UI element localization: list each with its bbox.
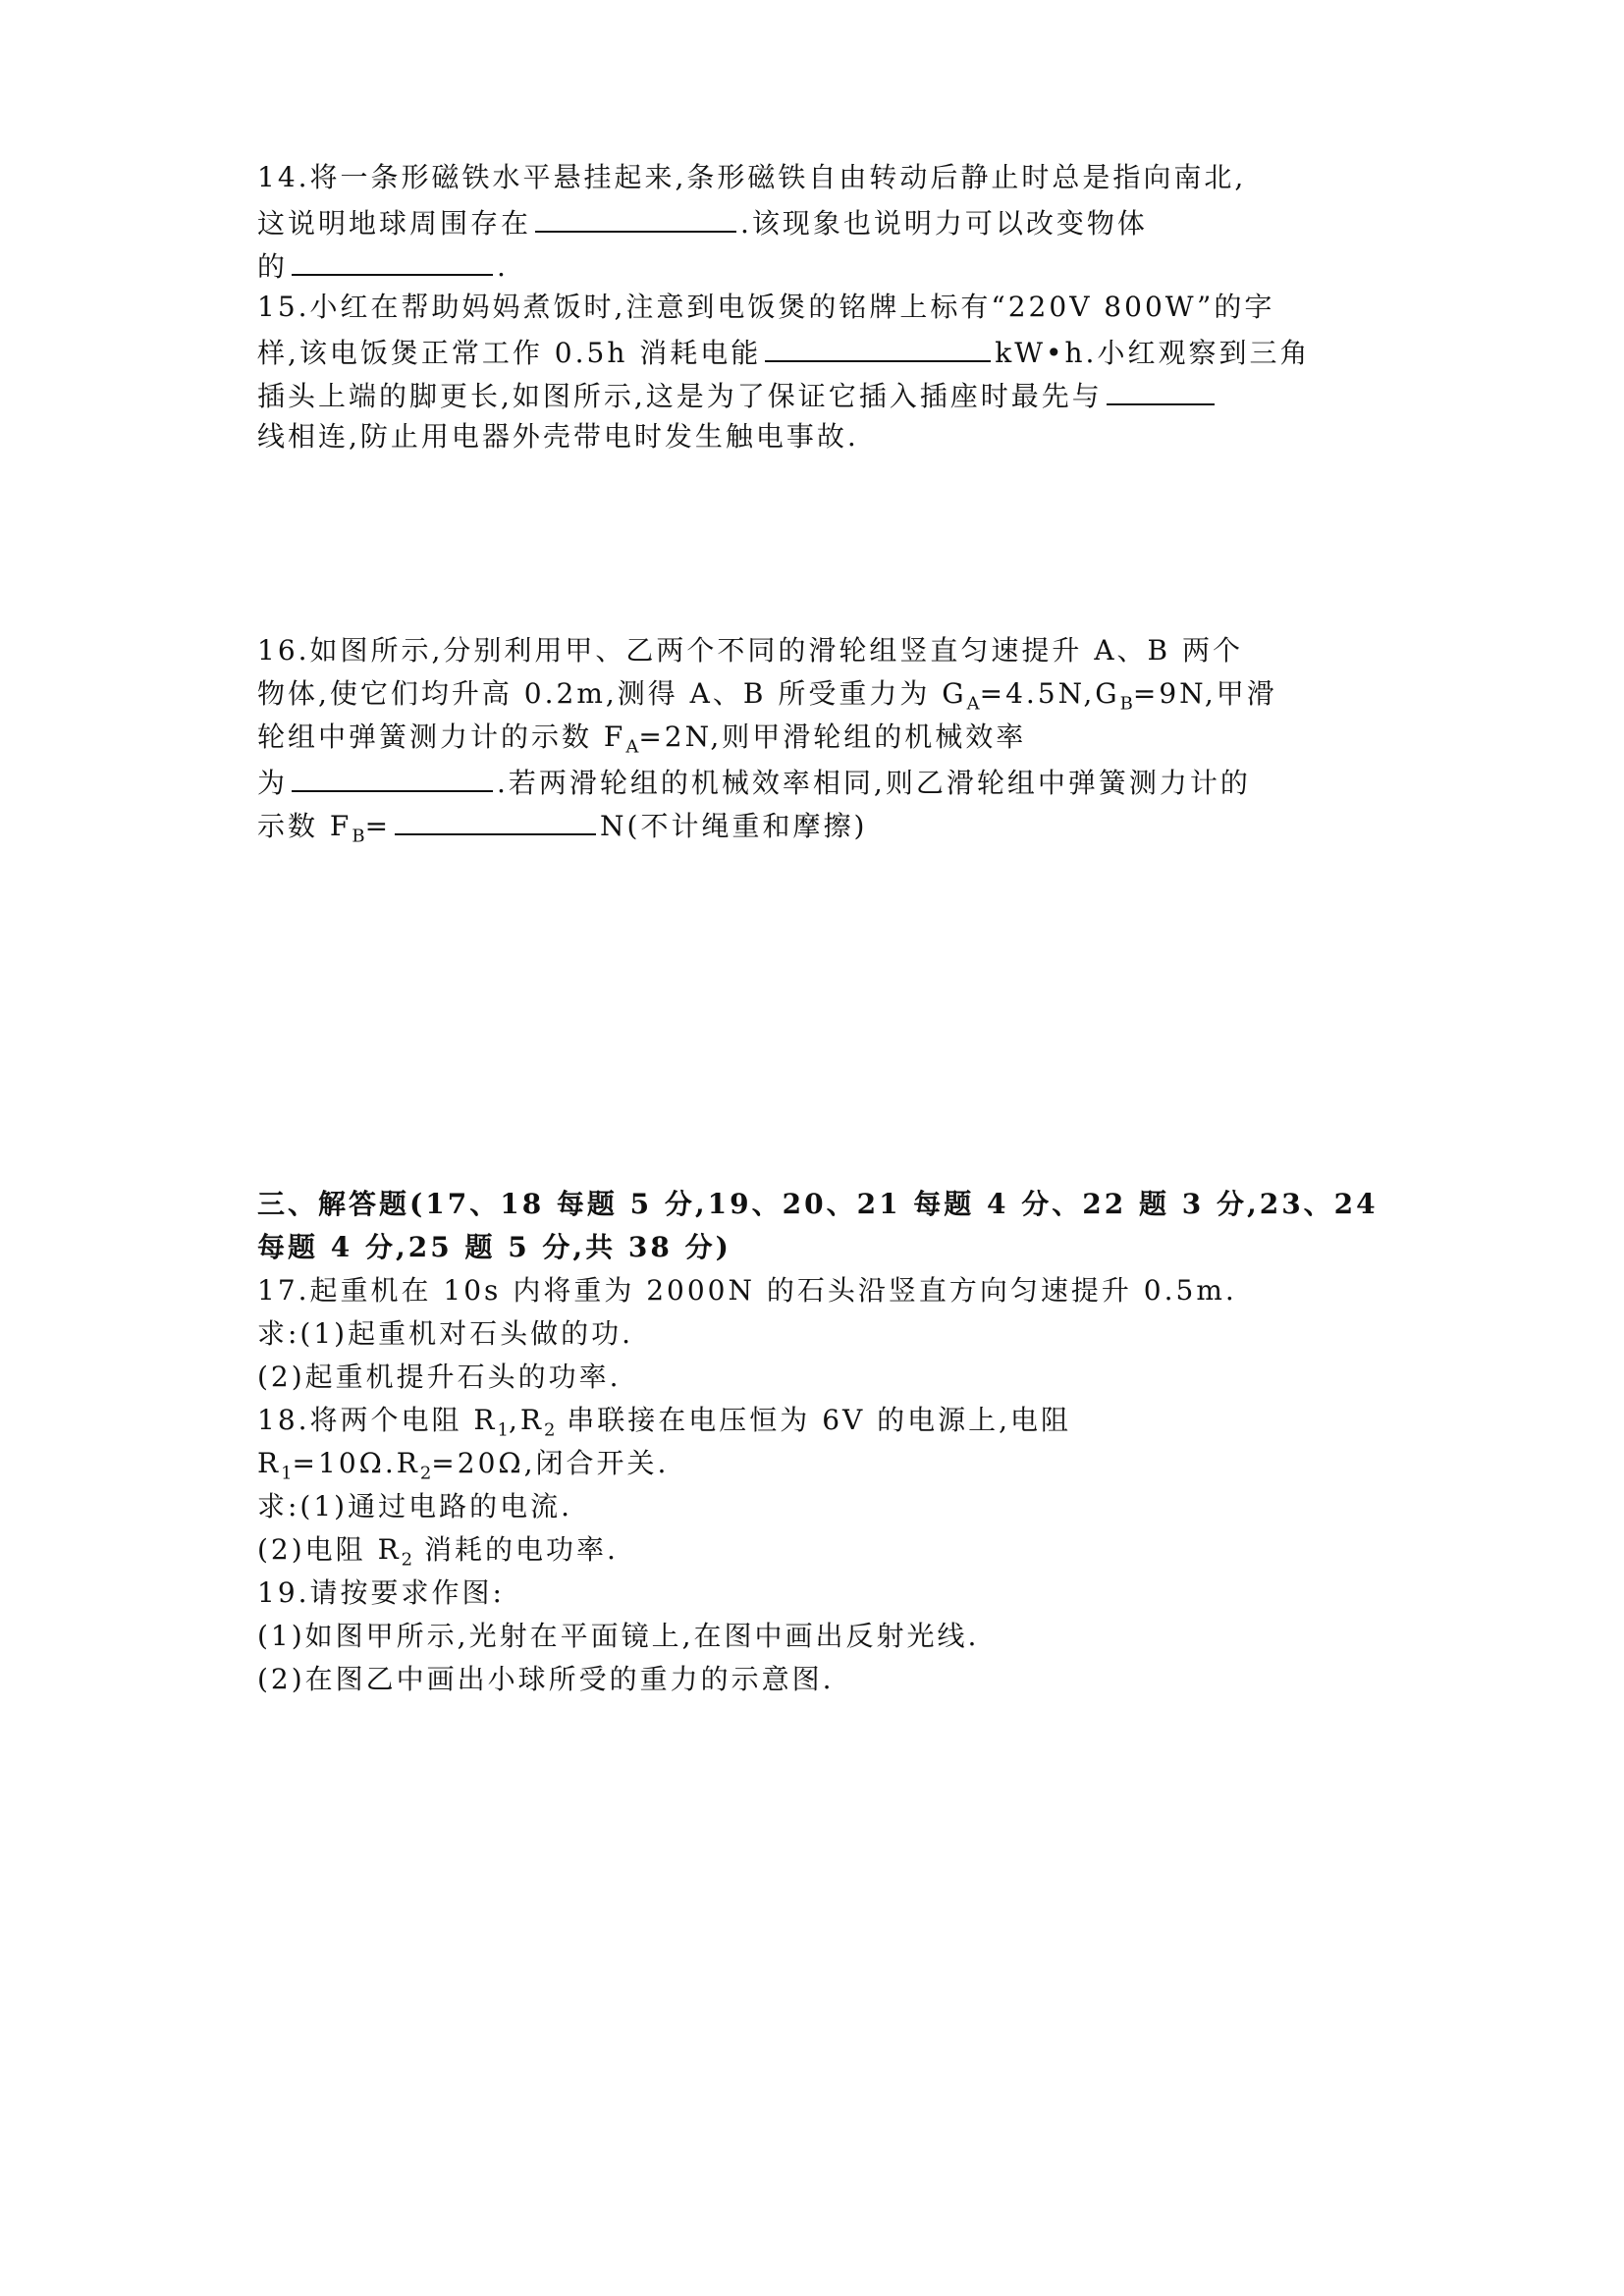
q15-line-4: 线相连,防止用电器外壳带电时发生触电事故. <box>257 420 859 453</box>
q15-line-2: 样,该电饭煲正常工作 0.5h 消耗电能 kW•h.小红观察到三角 <box>257 331 1310 373</box>
q17-line-2: 求:(1)起重机对石头做的功. <box>257 1317 633 1350</box>
q14-line-2: 这说明地球周围存在 .该现象也说明力可以改变物体 <box>257 201 1148 243</box>
q19-line-1: 19.请按要求作图: <box>257 1576 505 1609</box>
q16-line-3: 轮组中弹簧测力计的示数 $F_A=2N$,则甲滑轮组的机械效率 <box>257 721 1027 758</box>
q16-line-2: 物体,使它们均升高 0.2m,测得 A、B 所受重力为 $G_A=4.5N,G_B=9N$,甲滑 <box>257 677 1277 715</box>
answer-blank[interactable] <box>765 331 991 362</box>
q14-line-3: 的 . <box>257 244 509 287</box>
q17-line-3: (2)起重机提升石头的功率. <box>257 1361 622 1393</box>
q17-line-1: 17.起重机在 10s 内将重为 2000N 的石头沿竖直方向匀速提升 0.5m. <box>257 1274 1237 1307</box>
section-3-heading-line-2: 每题 4 分,25 题 5 分,共 38 分) <box>257 1231 731 1263</box>
q15-line-3: 插头上端的脚更长,如图所示,这是为了保证它插入插座时最先与 <box>257 374 1218 416</box>
q16-line-5: 示数 $F_B= N$(不计绳重和摩擦) <box>257 804 867 857</box>
q14-line-1: 14.将一条形磁铁水平悬挂起来,条形磁铁自由转动后静止时总是指向南北, <box>257 161 1247 193</box>
q19-line-2: (1)如图甲所示,光射在平面镜上,在图中画出反射光线. <box>257 1620 980 1652</box>
answer-blank[interactable] <box>395 804 596 835</box>
q18-line-2: $R_1=10\Omega.R_2=20\Omega$,闭合开关. <box>257 1447 670 1484</box>
q19-line-3: (2)在图乙中画出小球所受的重力的示意图. <box>257 1663 835 1695</box>
section-3-heading-line-1: 三、解答题(17、18 每题 5 分,19、20、21 每题 4 分、22 题 3 分,23、24 <box>257 1188 1379 1220</box>
answer-blank[interactable] <box>292 761 493 792</box>
q16-line-4: 为 .若两滑轮组的机械效率相同,则乙滑轮组中弹簧测力计的 <box>257 761 1251 803</box>
q18-line-4: (2)电阻 $R_2$ 消耗的电功率. <box>257 1533 619 1571</box>
answer-blank[interactable] <box>292 244 493 276</box>
q18-line-1: 18.将两个电阻 $R_1,R_2$ 串联接在电压恒为 6V 的电源上,电阻 <box>257 1404 1072 1441</box>
q18-line-3: 求:(1)通过电路的电流. <box>257 1490 572 1522</box>
q16-line-1: 16.如图所示,分别利用甲、乙两个不同的滑轮组竖直匀速提升 A、B 两个 <box>257 634 1244 667</box>
answer-blank[interactable] <box>1107 374 1215 405</box>
answer-blank[interactable] <box>535 201 736 233</box>
q15-line-1: 15.小红在帮助妈妈煮饭时,注意到电饭煲的铭牌上标有“220V 800W”的字 <box>257 291 1275 323</box>
